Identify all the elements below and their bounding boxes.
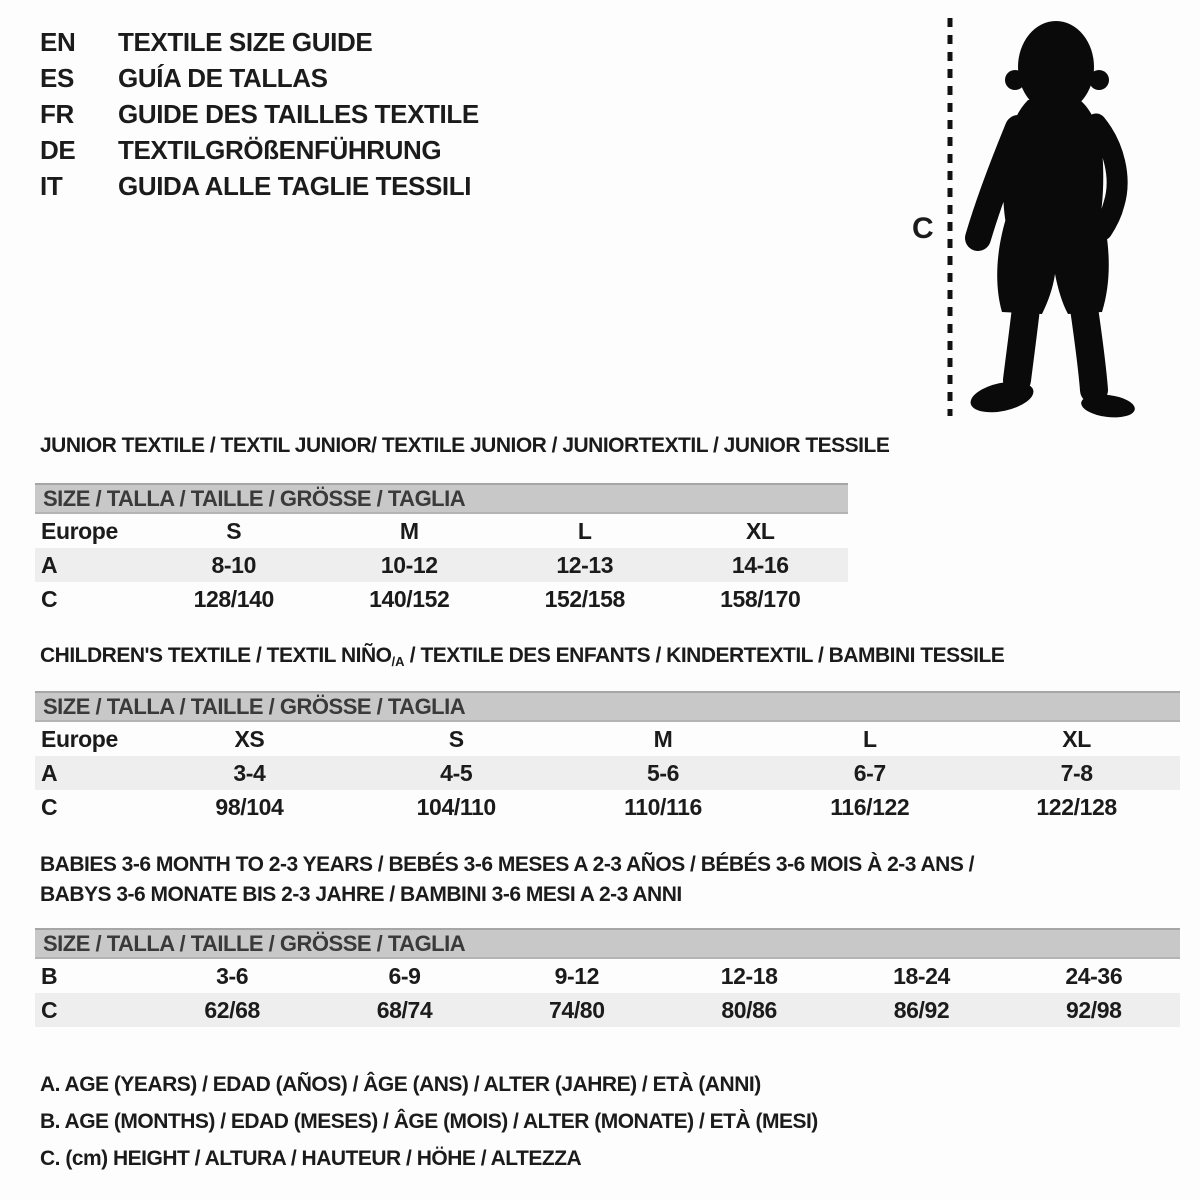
table-cell: 140/152 bbox=[369, 586, 450, 612]
toddler-silhouette-icon bbox=[962, 12, 1140, 420]
children-title-subscript: /A bbox=[391, 654, 405, 669]
table-row-height bbox=[35, 790, 1180, 824]
table-cell: 5-6 bbox=[646, 760, 680, 786]
table-cell: 24-36 bbox=[1065, 963, 1123, 989]
table-cell: 14-16 bbox=[731, 552, 789, 578]
language-title: GUÍA DE TALLAS bbox=[118, 62, 328, 93]
table-row-height bbox=[35, 993, 1180, 1027]
junior-size-table bbox=[35, 483, 848, 616]
babies-title-line1: BABIES 3-6 MONTH TO 2-3 YEARS / BEBÉS 3-6 MESES A 2-3 AÑOS / BÉBÉS 3-6 MOIS À 2-3 ANS / bbox=[40, 853, 975, 876]
babies-section-title bbox=[40, 850, 974, 910]
table-cell: 6-7 bbox=[853, 760, 886, 786]
table-cell: 80/86 bbox=[721, 997, 777, 1023]
size-column-header: XL bbox=[1062, 726, 1091, 752]
language-code: DE bbox=[40, 134, 76, 165]
language-title: TEXTILE SIZE GUIDE bbox=[118, 26, 373, 57]
row-label: C bbox=[41, 794, 58, 820]
language-row-en bbox=[40, 24, 479, 60]
language-row-de bbox=[40, 132, 479, 168]
language-code: ES bbox=[40, 62, 74, 93]
table-cell: 116/122 bbox=[830, 794, 910, 820]
table-cell: 6-9 bbox=[388, 963, 421, 989]
table-cell: 9-12 bbox=[554, 963, 600, 989]
table-row-age bbox=[35, 756, 1180, 790]
row-label: A bbox=[41, 552, 58, 578]
legend-line-b: B. AGE (MONTHS) / EDAD (MESES) / ÂGE (MOIS) / ALTER (MONATE) / ETÀ (MESI) bbox=[40, 1110, 818, 1133]
row-label: A bbox=[41, 760, 58, 786]
language-title: GUIDA ALLE TAGLIE TESSILI bbox=[118, 170, 472, 201]
table-cell: 92/98 bbox=[1066, 997, 1122, 1023]
size-column-header: L bbox=[577, 518, 592, 544]
size-column-header: M bbox=[653, 726, 673, 752]
children-title-part1: CHILDREN'S TEXTILE / TEXTIL NIÑO bbox=[40, 644, 392, 667]
children-title-part2: / TEXTILE DES ENFANTS / KINDERTEXTIL / BAMBINI TESSILE bbox=[404, 644, 1005, 667]
table-row-height bbox=[35, 582, 848, 616]
size-header-bar: SIZE / TALLA / TAILLE / GRÖSSE / TAGLIA bbox=[35, 928, 1180, 959]
table-cell: 7-8 bbox=[1060, 760, 1093, 786]
legend-line-a: A. AGE (YEARS) / EDAD (AÑOS) / ÂGE (ANS) / ALTER (JAHRE) / ETÀ (ANNI) bbox=[40, 1073, 761, 1096]
children-section-title bbox=[40, 644, 1004, 669]
table-cell: 74/80 bbox=[549, 997, 605, 1023]
height-measure-label: C bbox=[912, 212, 934, 245]
row-label: C bbox=[41, 997, 58, 1023]
table-cell: 18-24 bbox=[893, 963, 950, 989]
table-cell: 104/110 bbox=[416, 794, 496, 820]
legend-line-c: C. (cm) HEIGHT / ALTURA / HAUTEUR / HÖHE / ALTEZZA bbox=[40, 1147, 582, 1170]
size-column-header: S bbox=[226, 518, 242, 544]
language-row-es bbox=[40, 60, 479, 96]
height-dashed-line-icon bbox=[946, 16, 954, 418]
table-cell: 110/116 bbox=[624, 794, 702, 820]
legend bbox=[40, 1066, 818, 1177]
language-row-it bbox=[40, 168, 479, 204]
language-code: FR bbox=[40, 98, 74, 129]
table-cell: 3-6 bbox=[216, 963, 249, 989]
size-column-header: M bbox=[399, 518, 419, 544]
table-cell: 122/128 bbox=[1036, 794, 1117, 820]
babies-size-table bbox=[35, 928, 1180, 1027]
size-column-header: XS bbox=[234, 726, 265, 752]
size-header-bar: SIZE / TALLA / TAILLE / GRÖSSE / TAGLIA bbox=[35, 483, 848, 514]
language-code: EN bbox=[40, 26, 76, 57]
row-label: Europe bbox=[41, 518, 118, 544]
table-cell: 8-10 bbox=[211, 552, 256, 578]
size-column-header: XL bbox=[745, 518, 775, 544]
children-size-table bbox=[35, 691, 1180, 824]
language-title: GUIDE DES TAILLES TEXTILE bbox=[118, 98, 479, 129]
language-row-fr bbox=[40, 96, 479, 132]
size-column-header: L bbox=[862, 726, 877, 752]
babies-title-line2: BABYS 3-6 MONATE BIS 2-3 JAHRE / BAMBINI 3-6 MESI A 2-3 ANNI bbox=[40, 883, 682, 906]
table-cell: 12-18 bbox=[720, 963, 778, 989]
row-label: C bbox=[41, 586, 58, 612]
table-cell: 68/74 bbox=[376, 997, 433, 1023]
table-cell: 10-12 bbox=[380, 552, 438, 578]
table-cell: 98/104 bbox=[215, 794, 284, 820]
table-cell: 152/158 bbox=[544, 586, 625, 612]
table-row-europe bbox=[35, 722, 1180, 756]
table-cell: 4-5 bbox=[440, 760, 473, 786]
junior-section-title: JUNIOR TEXTILE / TEXTIL JUNIOR/ TEXTILE JUNIOR / JUNIORTEXTIL / JUNIOR TESSILE bbox=[40, 434, 890, 457]
table-row-months bbox=[35, 959, 1180, 993]
row-label: Europe bbox=[41, 726, 118, 752]
table-cell: 3-4 bbox=[233, 760, 266, 786]
table-row-europe bbox=[35, 514, 848, 548]
language-code: IT bbox=[40, 170, 63, 201]
table-cell: 158/170 bbox=[720, 586, 801, 612]
table-cell: 62/68 bbox=[204, 997, 260, 1023]
size-header-bar: SIZE / TALLA / TAILLE / GRÖSSE / TAGLIA bbox=[35, 691, 1180, 722]
table-cell: 12-13 bbox=[556, 552, 614, 578]
table-cell: 86/92 bbox=[893, 997, 950, 1023]
language-list bbox=[40, 24, 479, 204]
size-column-header: S bbox=[448, 726, 464, 752]
table-cell: 128/140 bbox=[193, 586, 274, 612]
language-title: TEXTILGRÖßENFÜHRUNG bbox=[118, 134, 442, 165]
row-label: B bbox=[41, 963, 58, 989]
table-row-age bbox=[35, 548, 848, 582]
